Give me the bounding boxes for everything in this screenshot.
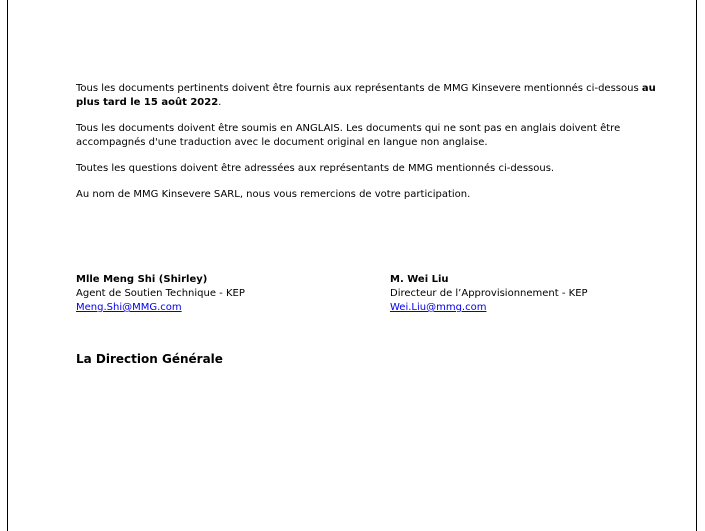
- signatory-name: M. Wei Liu: [390, 274, 449, 285]
- signatory-title: Agent de Soutien Technique - KEP: [76, 288, 245, 299]
- paragraph-deadline: [76, 82, 676, 110]
- paragraph-questions: Toutes les questions doivent être adressées aux représentants de MMG mentionnés ci-dessous.: [76, 163, 555, 174]
- paragraph-language: Tous les documents doivent être soumis en ANGLAIS. Les documents qui ne sont pas en anglais doivent être accompagnés d'une traduction avec le document original en langue non anglaise.: [76, 123, 621, 148]
- signatory-email-link[interactable]: Meng.Shi@MMG.com: [76, 302, 182, 313]
- signatory-name: Mlle Meng Shi (Shirley): [76, 274, 208, 285]
- deadline-text: Tous les documents pertinents doivent être fournis aux représentants de MMG Kinsevere mentionnés ci-dessous: [76, 83, 642, 94]
- signatory-title: Directeur de l’Approvisionnement - KEP: [390, 288, 588, 299]
- direction-signature: La Direction Générale: [76, 352, 223, 366]
- deadline-end: .: [218, 97, 222, 108]
- deadline-date: au plus tard le 15 août 2022: [76, 83, 656, 108]
- paragraph-thanks: Au nom de MMG Kinsevere SARL, nous vous remercions de votre participation.: [76, 189, 471, 200]
- letter-body: [76, 82, 676, 214]
- signatory-meng-shi: [76, 273, 245, 315]
- signatory-email-link[interactable]: Wei.Liu@mmg.com: [390, 302, 487, 313]
- page-frame: [7, 0, 697, 531]
- signatory-wei-liu: [390, 273, 588, 315]
